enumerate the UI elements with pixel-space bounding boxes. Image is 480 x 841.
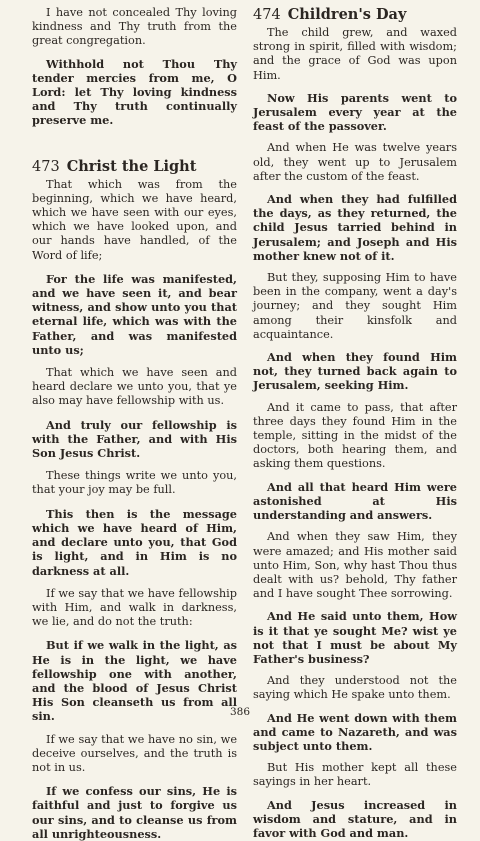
reading-heading-474 <box>253 6 457 24</box>
reading-body-474 <box>253 26 457 840</box>
reading-verse: But they, supposing Him to have been in the company, went a day's journey; and they sought Him among their kinsfolk and acquaintance. <box>253 271 457 341</box>
reading-verse: And when He was twelve years old, they went up to Jerusalem after the custom of the feast. <box>253 141 457 183</box>
reading-verse: And when they saw Him, they were amazed; and His mother said unto Him, Son, why hast Thou thus dealt with us? behold, Thy father and I have sought Thee sorrowing. <box>253 530 457 601</box>
reading-response: For the life was manifested, and we have seen it, and bear witness, and show unto you that eternal life, which was with the Father, and was manifested unto us; <box>32 271 237 357</box>
reading-verse: If we say that we have no sin, we deceive ourselves, and the truth is not in us. <box>32 732 237 774</box>
reading-response: This then is the message which we have heard of Him, and declare unto you, that God is light, and in Him is no darkness at all. <box>32 506 237 578</box>
reading-verse: That which was from the beginning, which we have heard, which we have seen with our eyes, which we have looked upon, and our hands have handled, of the Word of life; <box>32 177 237 262</box>
reading-verse: But His mother kept all these sayings in her heart. <box>253 761 457 789</box>
reading-verse: And it came to pass, that after three days they found Him in the temple, sitting in the midst of the doctors, both hearing them, and asking them questions. <box>253 400 457 471</box>
reading-response: And Jesus increased in wisdom and stature, and in favor with God and man. <box>253 797 457 840</box>
reading-heading-473 <box>32 158 237 176</box>
reading-response: And He went down with them and came to Nazareth, and was subject unto them. <box>253 710 457 753</box>
reading-response: And when they found Him not, they turned back again to Jerusalem, seeking Him. <box>253 350 457 393</box>
reading-number: 474 <box>253 7 281 23</box>
reading-response: And He said unto them, How is it that ye sought Me? wist ye not that I must be about My Father's business? <box>253 609 457 666</box>
reading-title: Christ the Light <box>66 157 197 175</box>
reading-response: And all that heard Him were astonished at His understanding and answers. <box>253 479 457 523</box>
reading-response: And truly our fellowship is with the Father, and with His Son Jesus Christ. <box>32 417 237 461</box>
reading-verse: And they understood not the saying which He spake unto them. <box>253 674 457 702</box>
reading-verse: These things write we unto you, that your joy may be full. <box>32 469 237 497</box>
page-number: 386 <box>229 706 251 718</box>
reading-response: Withhold not Thou Thy tender mercies from me, O Lord: let Thy loving kindness and Thy truth continually preserve me. <box>32 56 237 128</box>
reading-verse: The child grew, and waxed strong in spirit, filled with wisdom; and the grace of God was upon Him. <box>253 26 457 82</box>
reading-title: Children's Day <box>287 6 407 23</box>
reading-verse: That which we have seen and heard declare we unto you, that ye also may have fellowship with us. <box>32 366 237 408</box>
reading-response: If we confess our sins, He is faithful and just to forgive us our sins, and to cleanse us from all unrighteousness. <box>32 784 237 841</box>
reading-verse: I have not concealed Thy loving kindness and Thy truth from the great congregation. <box>32 6 237 48</box>
reading-response: Now His parents went to Jerusalem every year at the feast of the passover. <box>253 90 457 134</box>
reading-response: But if we walk in the light, as He is in the light, we have fellowship one with another, and the blood of Jesus Christ His Son cleanseth us from all sin. <box>32 638 237 724</box>
reading-verse: If we say that we have fellowship with Him, and walk in darkness, we lie, and do not the truth: <box>32 586 237 629</box>
reading-response: And when they had fulfilled the days, as they returned, the child Jesus tarried behind in Jerusalem; and Joseph and His mother knew not of it. <box>253 192 457 263</box>
continued-reading <box>32 6 237 128</box>
reading-number: 473 <box>32 158 60 175</box>
reading-body-473 <box>32 178 237 841</box>
